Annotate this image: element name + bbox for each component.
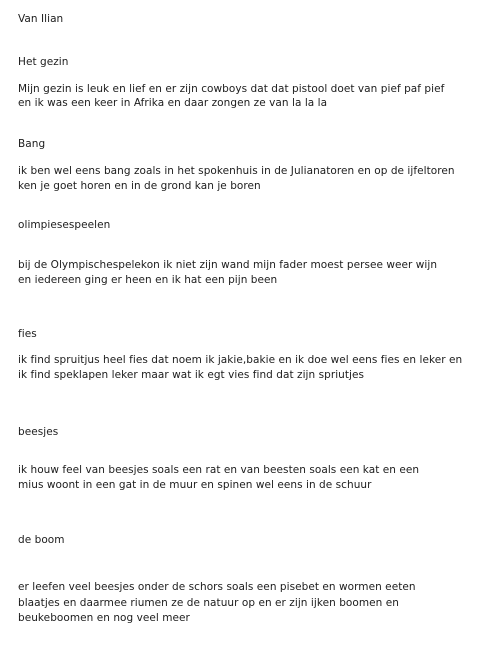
- section-line: en iedereen ging er heen en ik hat een pijn been: [18, 274, 278, 286]
- section-heading-het-gezin: Het gezin: [18, 56, 69, 68]
- section-line: en ik was een keer in Afrika en daar zongen ze van la la la: [18, 97, 328, 109]
- section-line: Mijn gezin is leuk en lief en er zijn cowboys dat dat pistool doet van pief paf pief: [18, 83, 445, 95]
- section-heading-olimpiesespeelen: olimpiesespeelen: [18, 219, 111, 231]
- section-line: bij de Olympischespelekon ik niet zijn wand mijn fader moest persee weer wijn: [18, 259, 438, 271]
- section-line: ik ben wel eens bang zoals in het spokenhuis in de Julianatoren en op de ijfeltoren: [18, 165, 455, 177]
- section-line: blaatjes en daarmee riumen ze de natuur op en er zijn ijken boomen en: [18, 597, 399, 609]
- section-heading-bang: Bang: [18, 138, 46, 150]
- section-line: ik houw feel van beesjes soals een rat en van beesten soals een kat en een: [18, 464, 420, 476]
- section-line: ken je goet horen en in de grond kan je boren: [18, 180, 261, 192]
- section-heading-de-boom: de boom: [18, 534, 65, 546]
- section-heading-beesjes: beesjes: [18, 426, 59, 438]
- section-line: ik find speklapen leker maar wat ik egt vies find dat zijn spriutjes: [18, 369, 365, 381]
- section-heading-fies: fies: [18, 328, 37, 340]
- author-name: Van Ilian: [18, 13, 64, 25]
- section-line: ik find spruitjus heel fies dat noem ik jakie,bakie en ik doe wel eens fies en leker en: [18, 354, 463, 366]
- section-line: er leefen veel beesjes onder de schors soals een pisebet en wormen eeten: [18, 581, 416, 593]
- section-line: beukeboomen en nog veel meer: [18, 612, 190, 624]
- section-line: mius woont in een gat in de muur en spinen wel eens in de schuur: [18, 479, 372, 491]
